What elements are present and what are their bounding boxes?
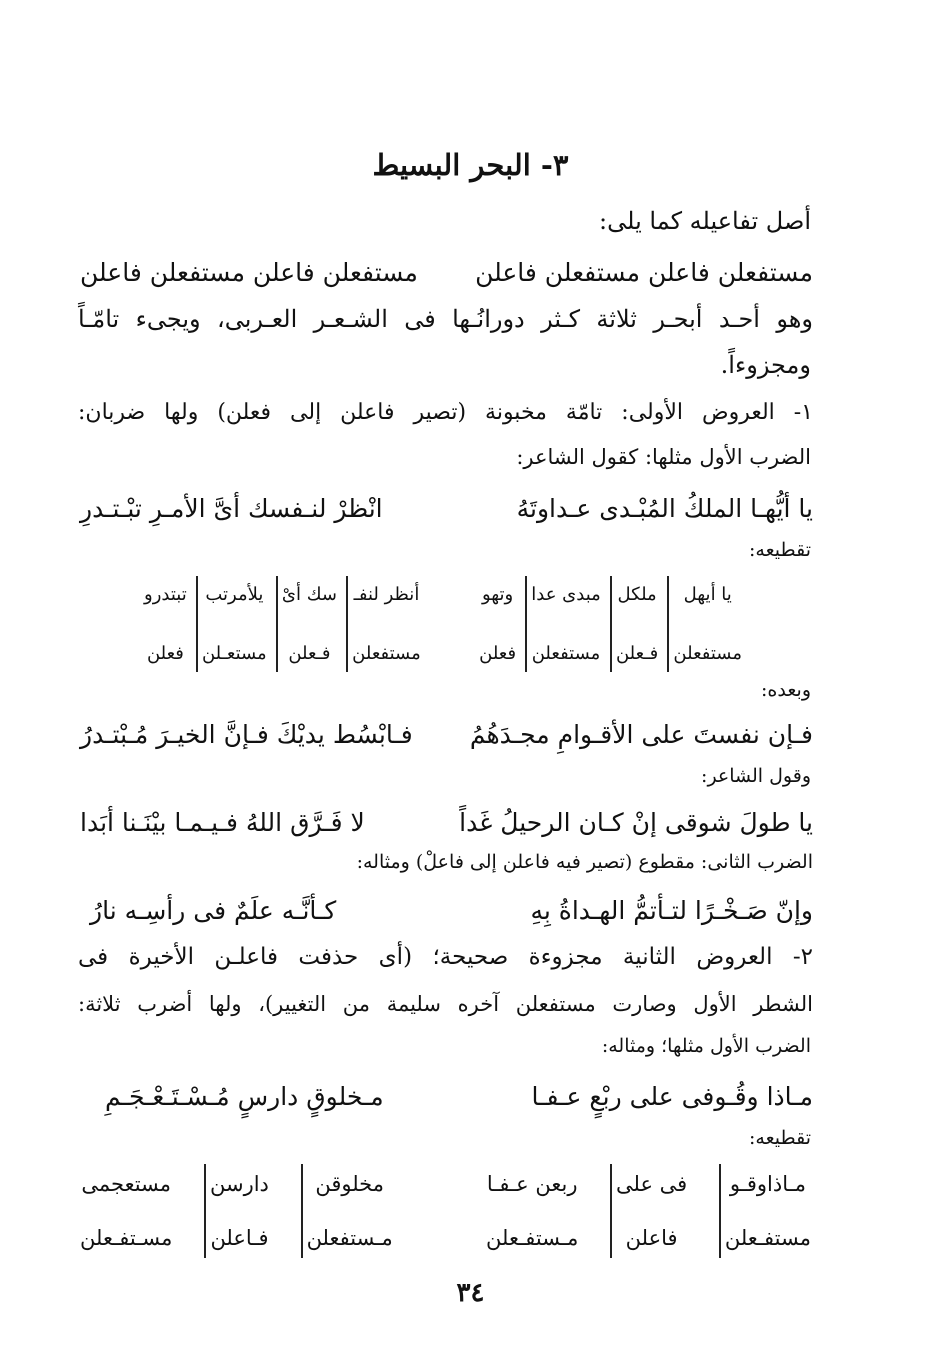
verse-2 (80, 714, 813, 754)
intro-text: أصل تفاعيله كما يلى: (599, 207, 811, 235)
scan-cell: فى على فاعلن (610, 1164, 691, 1258)
description-line-1: وهو أحـد أبحـر ثلاثة كـثر دورانُـها فى الشـعـر العـربى، ويجىء تامّـاً (78, 305, 813, 333)
verse-1-left: انْظرْ لنـفسك أىَّ الأمـرِ تبْـتـدرِ (80, 493, 383, 523)
scan-cell: مبدى عدا مستفعلن (525, 576, 605, 672)
wabaadah-label: وبعده: (761, 679, 811, 701)
verse-3-right: يا طولَ شوقى إنْ كـان الرحيلُ غَداً (459, 807, 813, 837)
verse-1-right: يا أيُّهـا الملكُ المُبْـدى عـداوتَهُ (516, 493, 813, 523)
page-number: ٣٤ (456, 1278, 485, 1308)
darb-3-heading: الضرب الأول مثلها؛ ومثاله: (601, 1035, 811, 1057)
scan-cell: أنظر لنفـ مستفعلن (346, 576, 425, 672)
meter-pattern (80, 252, 813, 292)
scan-cell: يلأمرتب مستعـلن (196, 576, 271, 672)
verse-2-left: فـابْسُط يديْكَ فـإنَّ الخيـرَ مُـبْتـدرُ (80, 719, 413, 749)
darb-2-heading: الضرب الثانى: مقطوع (تصير فيه فاعلن إلى فاعلْ) ومثاله: (356, 851, 813, 873)
arud-2-line-2: الشطر الأول وصارت مستفعلن آخره سليمة من التغيير)، ولها أضرب ثلاثة: (78, 992, 813, 1016)
taqtee-label-1: تقطيعه: (749, 539, 811, 561)
description-line-2: ومجزوءاً. (720, 351, 811, 379)
scansion-table-2 (76, 1164, 815, 1258)
scan-cell: ملكل فـعلن (610, 576, 662, 672)
verse-4 (90, 890, 813, 930)
scan-cell: دارسن فـاعلن (204, 1164, 273, 1258)
verse-3-left: لا فَـرَّق اللهُ فـيـمـا بيْنَـنا أبَدا (80, 807, 365, 837)
qawl-label: وقول الشاعر: (701, 765, 811, 787)
scansion-table-1 (140, 576, 746, 672)
arud-2-line-1: ٢- العروض الثانية مجزوءة صحيحة؛ (أى حذفت فاعلـن الأخيرة فى (78, 944, 813, 970)
verse-5 (105, 1076, 813, 1116)
taqtee-label-2: تقطيعه: (749, 1127, 811, 1149)
pattern-right-hemistich: مستفعلن فاعلن مستفعلن فاعلن (475, 257, 813, 287)
scan-cell: تبتدرو فعلن (144, 584, 187, 664)
scan-cell: يا أيهل مستفعلن (667, 576, 746, 672)
arud-1-heading: ١- العروض الأولى: تامّة مخبونة (تصير فاعلن إلى فعلن) ولها ضربان: (78, 400, 813, 425)
chapter-title: ٣- البحر البسيط (372, 148, 569, 182)
verse-4-left: كـأنَّـه علَمٌ فى رأسِـه نارُ (90, 895, 337, 925)
scan-cell: سك أىْ فـعلن (276, 576, 341, 672)
verse-5-left: مـخلوقٍ دارسٍ مُـسْـتَـعْـجَـمِ (105, 1081, 384, 1111)
scan-cell: ربعن عـفـا مـستفـعلن (486, 1172, 579, 1250)
verse-5-right: مـاذا وقُـوفى على ربْعٍ عـفـا (531, 1081, 813, 1111)
scan-cell: مستعجمى مسـتفـعلن (80, 1172, 173, 1250)
scan-cell: وتهو فعلن (479, 584, 517, 664)
verse-1 (80, 488, 813, 528)
pattern-left-hemistich: مستفعلن فاعلن مستفعلن فاعلن (80, 257, 418, 287)
scan-cell: مخلوقن مـستفعلن (301, 1164, 397, 1258)
darb-1-heading: الضرب الأول مثلها: كقول الشاعر: (516, 445, 811, 469)
scan-cell: مـاذاوقـو مستفـعلن (719, 1164, 815, 1258)
verse-2-right: فـإن نفستَ على الأقـوامِ مجـدَهُمُ (469, 719, 813, 749)
verse-4-right: وإنّ صَـخْـرًا لتـأتمُّ الهـداةُ بِهِ (530, 895, 813, 925)
verse-3 (80, 802, 813, 842)
